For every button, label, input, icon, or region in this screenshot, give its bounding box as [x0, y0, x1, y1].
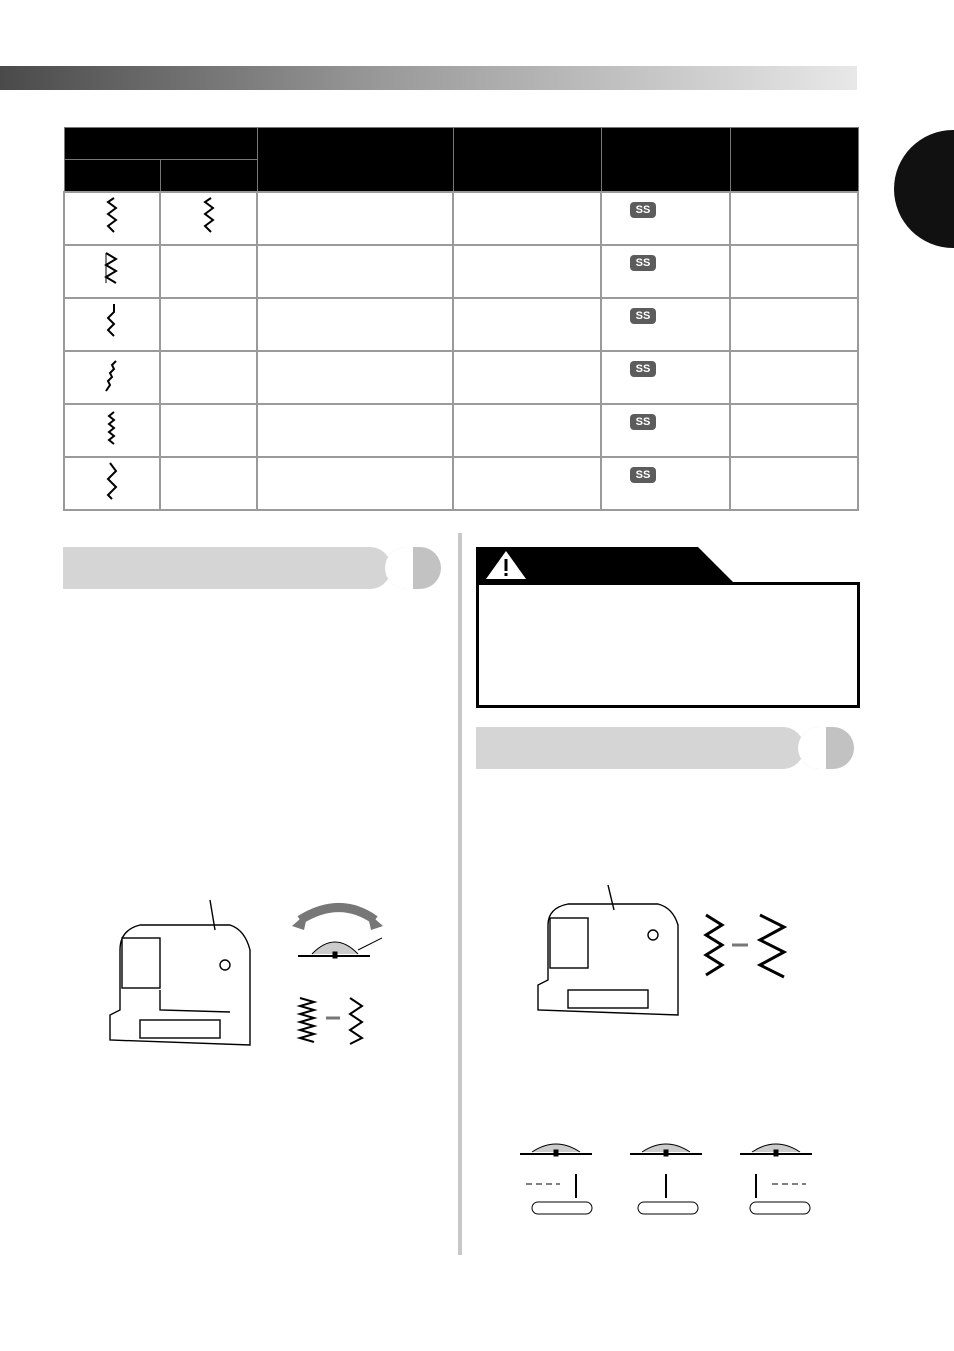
ss-badge: SS	[630, 361, 656, 377]
caution-box	[476, 582, 860, 708]
table-header-sub-1	[64, 160, 160, 193]
table-header-presser-foot	[601, 128, 730, 193]
table-row	[64, 404, 858, 457]
zigzag-stitch-icon	[102, 196, 122, 236]
dial-setting-center-icon	[630, 1144, 702, 1214]
ss-badge: SS	[630, 308, 656, 324]
table-header-width	[730, 128, 858, 193]
chapter-header-bar	[0, 66, 857, 90]
length-illustration	[528, 880, 808, 1030]
dial-setting-left-icon	[520, 1144, 592, 1214]
decorative-stitch-icon	[102, 355, 122, 395]
ss-badge: SS	[630, 414, 656, 430]
needle-position-illustration	[516, 1136, 816, 1221]
width-dial-illustration	[100, 890, 420, 1060]
table-header-application	[453, 128, 601, 193]
table-row	[64, 298, 858, 351]
blind-hem-stitch-icon	[102, 302, 122, 342]
ss-badge: SS	[630, 255, 656, 271]
table-row	[64, 245, 858, 298]
stitch-width-comparison-icon	[300, 998, 362, 1044]
caution-tab	[476, 547, 734, 583]
elastic-stitch-icon	[102, 408, 122, 448]
zigzag-stitch-icon	[199, 196, 219, 236]
sewing-machine-icon	[110, 900, 250, 1045]
table-header-name	[257, 128, 453, 193]
section-header-stitch-length	[476, 727, 854, 769]
table-header-stitch	[64, 128, 257, 160]
ss-badge: SS	[630, 467, 656, 483]
overcast-stitch-icon	[102, 249, 122, 289]
width-dial-icon	[298, 938, 382, 958]
shell-stitch-icon	[102, 461, 122, 501]
stitch-length-comparison-icon	[706, 915, 784, 977]
table-row	[64, 351, 858, 404]
table-row	[64, 192, 858, 245]
stitch-settings-table	[63, 127, 859, 511]
chapter-side-tab	[894, 130, 954, 248]
ss-badge: SS	[630, 202, 656, 218]
sewing-machine-icon	[538, 885, 678, 1015]
column-divider	[458, 533, 462, 1255]
section-header-stitch-width	[63, 547, 441, 589]
table-header-sub-2	[160, 160, 257, 193]
dial-setting-right-icon	[740, 1144, 812, 1214]
table-row	[64, 457, 858, 510]
curved-arrow-icon	[292, 908, 383, 931]
